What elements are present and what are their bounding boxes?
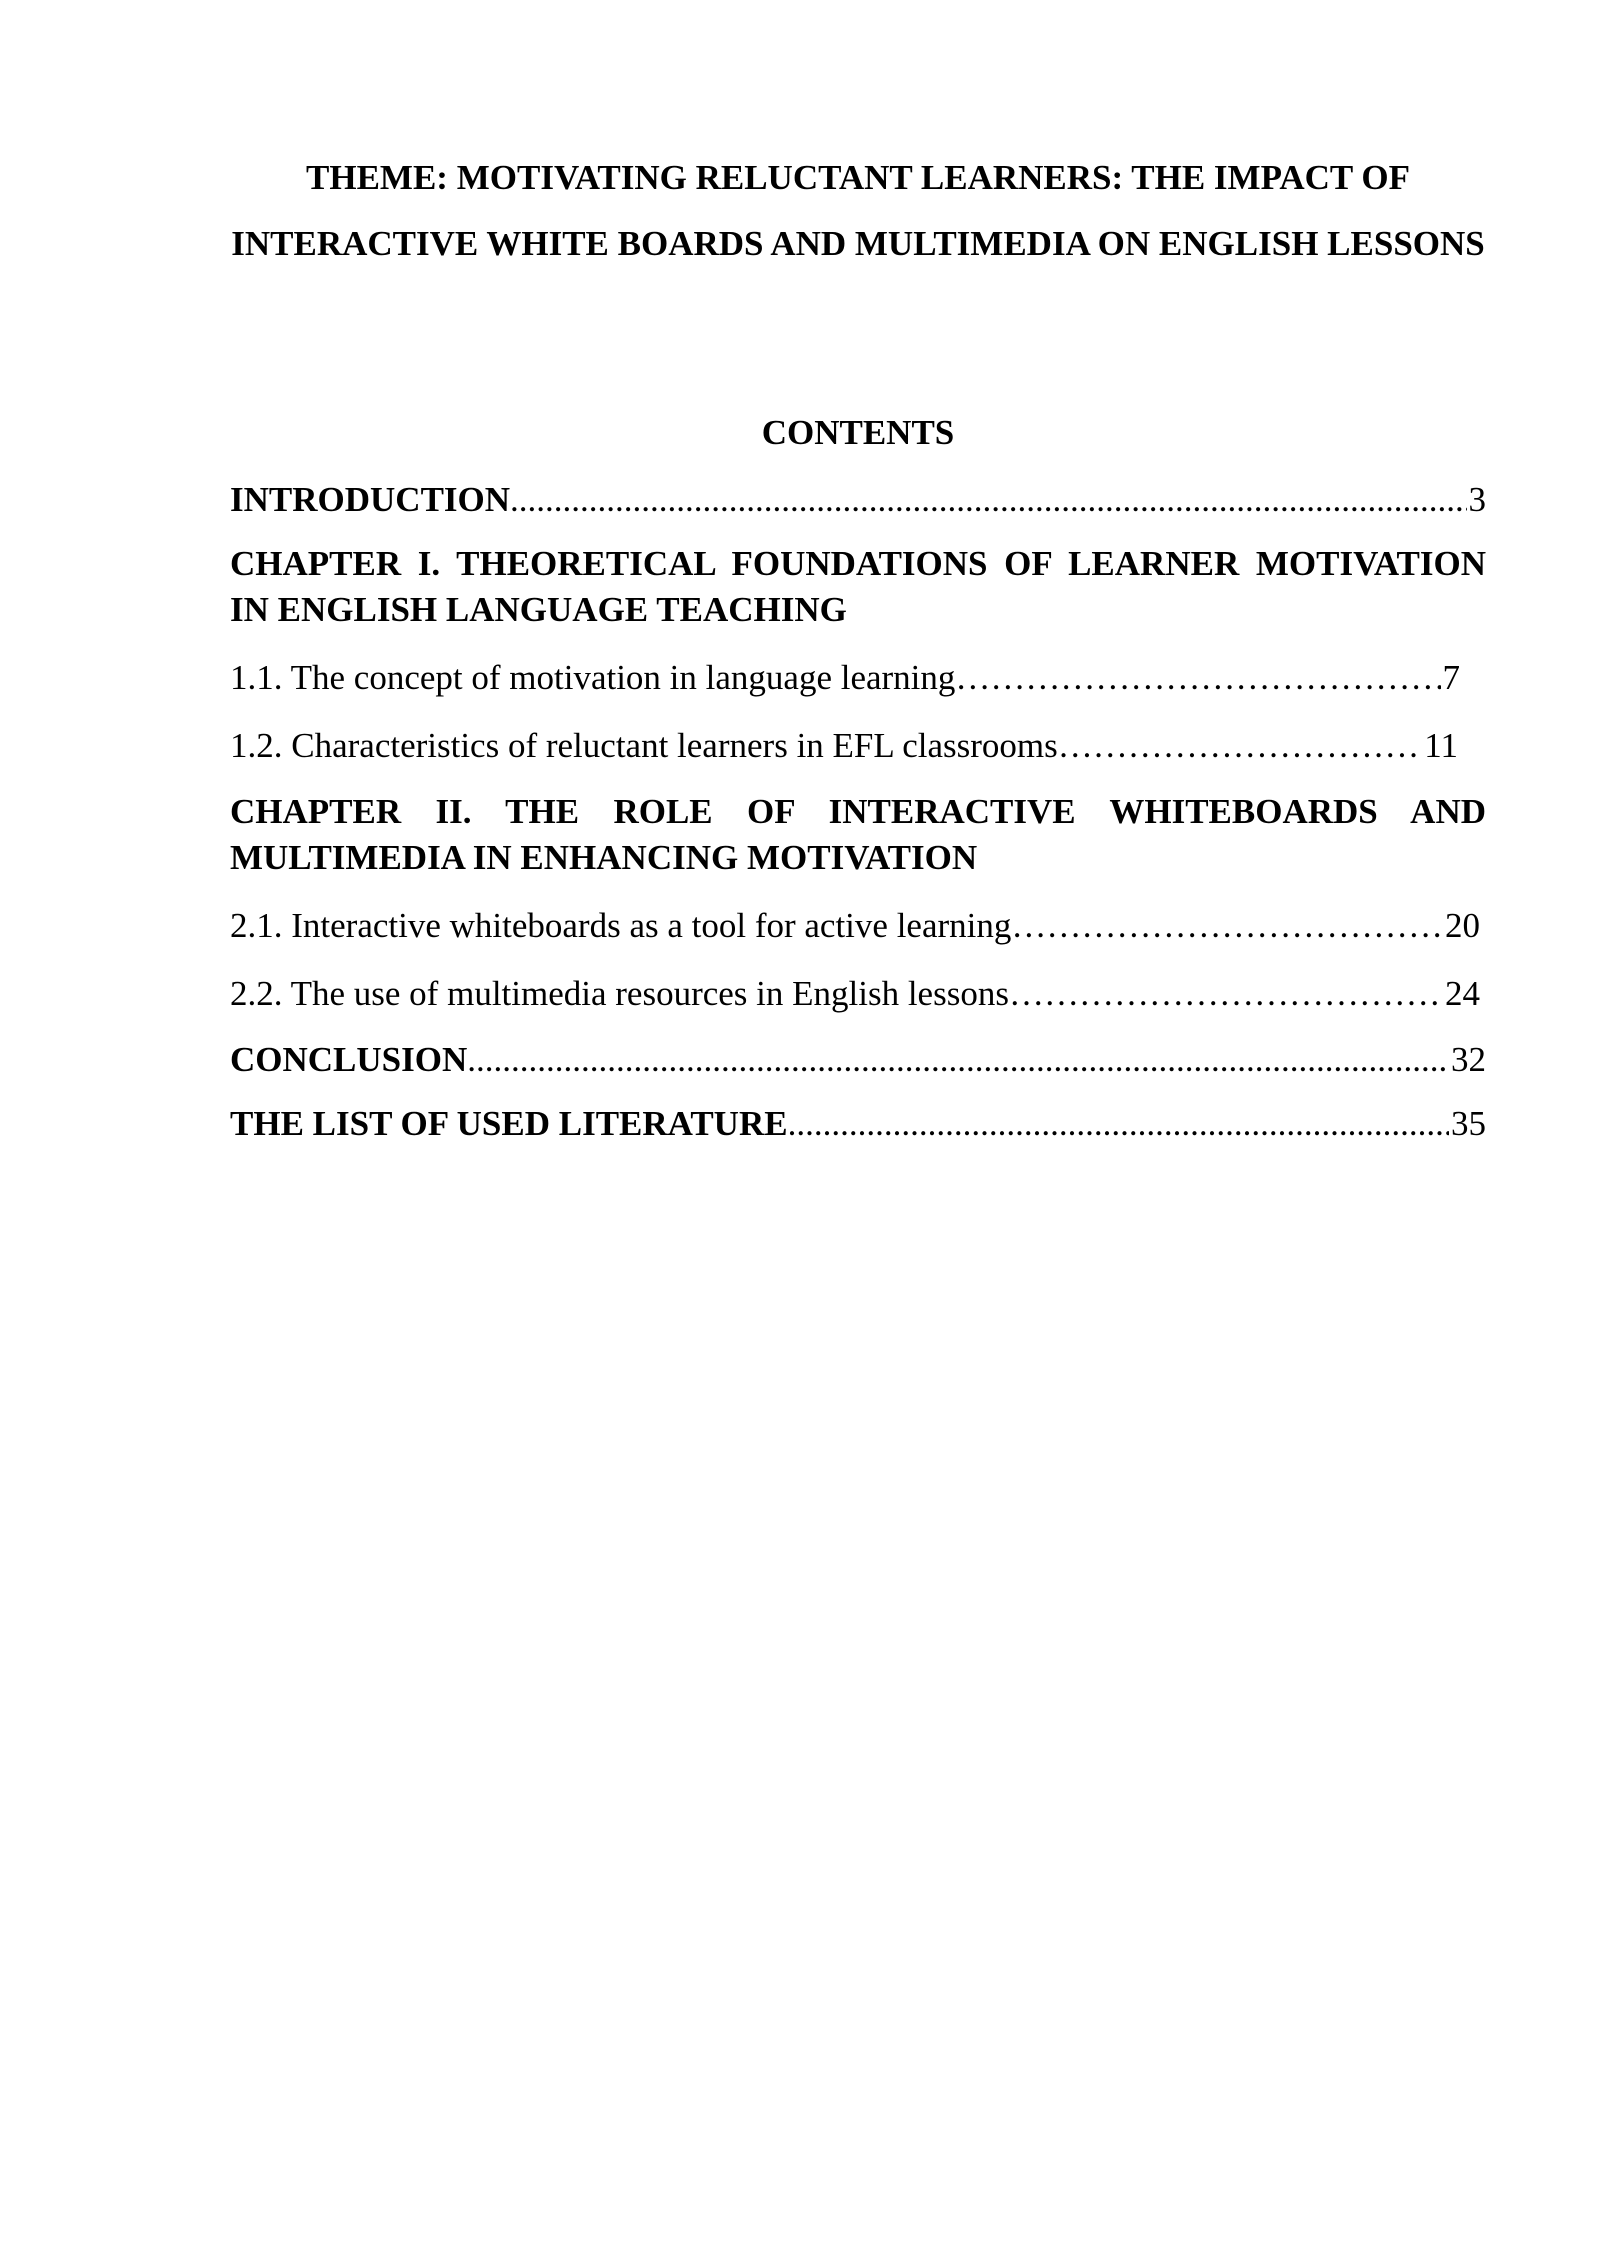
toc-entry-section-1-2[interactable] bbox=[230, 723, 1458, 769]
toc-page-number: 24 bbox=[1445, 974, 1480, 1013]
toc-entry-title: 2.1. Interactive whiteboards as a tool for active learning bbox=[230, 906, 1012, 945]
toc-entry-title: THE LIST OF USED LITERATURE bbox=[230, 1104, 788, 1143]
toc-leader bbox=[955, 655, 1440, 701]
toc-leader bbox=[467, 1037, 1449, 1083]
toc-chapter-1[interactable]: CHAPTER I. THEORETICAL FOUNDATIONS OF LEARNER MOTIVATION IN ENGLISH LANGUAGE TEACHING bbox=[230, 544, 1486, 629]
toc-leader bbox=[510, 477, 1466, 523]
toc-chapter-2[interactable]: CHAPTER II. THE ROLE OF INTERACTIVE WHITEBOARDS AND MULTIMEDIA IN ENHANCING MOTIVATION bbox=[230, 792, 1486, 877]
toc-page-number: 32 bbox=[1451, 1040, 1486, 1079]
toc-entry-section-2-1[interactable] bbox=[230, 903, 1480, 949]
document-title: THEME: MOTIVATING RELUCTANT LEARNERS: THE IMPACT OF INTERACTIVE WHITE BOARDS AND MULTIMEDIA ON ENGLISH LESSONS bbox=[231, 158, 1485, 263]
toc-leader bbox=[1009, 971, 1443, 1017]
toc-entry-title: 1.2. Characteristics of reluctant learners in EFL classrooms bbox=[230, 726, 1058, 765]
toc-entry-title: 1.1. The concept of motivation in language learning bbox=[230, 658, 956, 697]
toc-entry-conclusion[interactable] bbox=[230, 1037, 1486, 1083]
toc-entry-section-1-1[interactable] bbox=[230, 655, 1460, 701]
toc-entry-section-2-2[interactable] bbox=[230, 971, 1480, 1017]
toc-leader bbox=[788, 1101, 1449, 1147]
toc-entry-literature[interactable] bbox=[230, 1101, 1486, 1147]
toc-page-number: 3 bbox=[1468, 480, 1486, 519]
toc-page-number: 35 bbox=[1451, 1104, 1486, 1143]
toc-entry-title: INTRODUCTION bbox=[230, 480, 511, 519]
document-page bbox=[230, 0, 1486, 2262]
toc-entry-title: CONCLUSION bbox=[230, 1040, 468, 1079]
toc-leader bbox=[1058, 723, 1423, 769]
contents-heading: CONTENTS bbox=[761, 413, 955, 452]
toc-page-number: 7 bbox=[1442, 658, 1460, 697]
toc-page-number: 11 bbox=[1424, 726, 1458, 765]
toc-entry-introduction[interactable] bbox=[230, 477, 1486, 523]
toc-entry-title: 2.2. The use of multimedia resources in English lessons bbox=[230, 974, 1009, 1013]
toc-page-number: 20 bbox=[1445, 906, 1480, 945]
toc-leader bbox=[1011, 903, 1443, 949]
